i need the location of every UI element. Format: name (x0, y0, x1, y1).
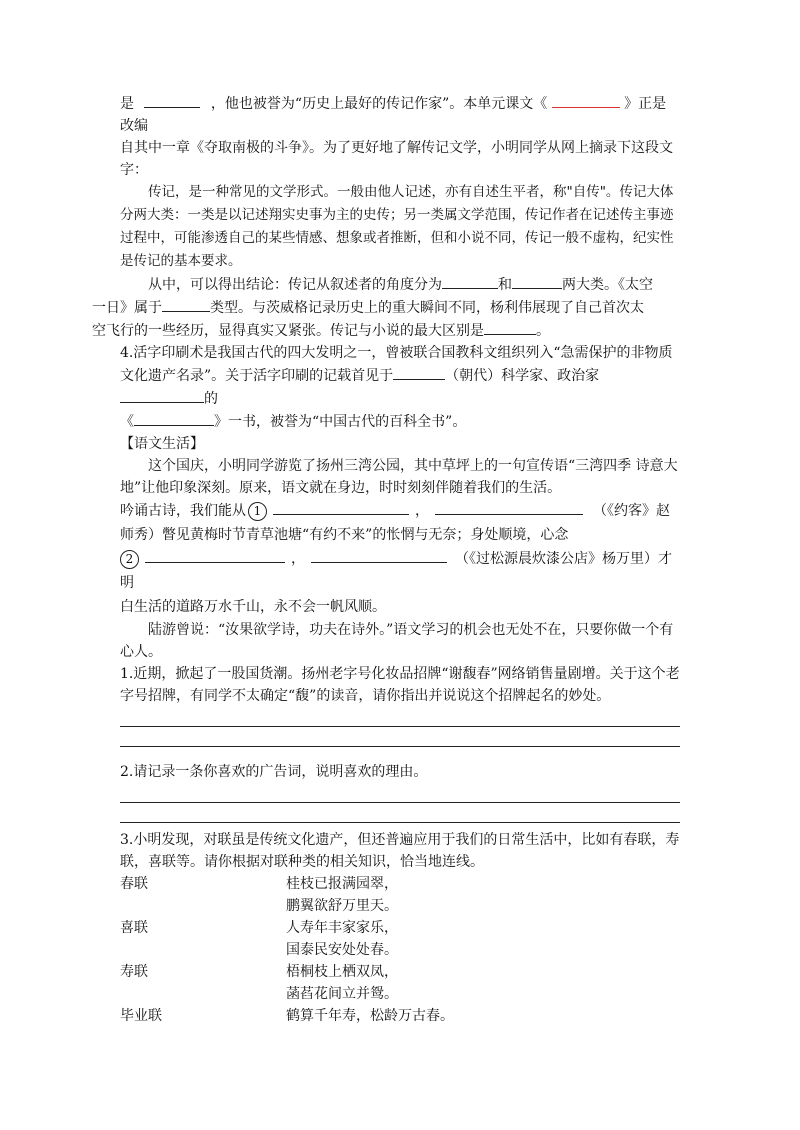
conclusion-text: 和 (498, 277, 512, 293)
couplet-row (120, 1005, 680, 1027)
question-4 (120, 342, 680, 433)
q4-text: （朝代）科学家、政治家 (445, 368, 600, 384)
poem-fill-paragraph (120, 499, 680, 619)
q4-text: 《 (120, 414, 134, 430)
q4-text: 4.活字印刷术是我国古代的四大发明之一，曾被联合国教科文组织列入“急需保护的非物质 (120, 345, 673, 361)
scientist-blank[interactable] (120, 387, 204, 403)
intro-text: ，他也被誉为“历史上最好的传记作家”。本单元课文《 (210, 96, 548, 112)
couplet-line[interactable]: 鹏翼欲舒万里天。 (286, 898, 398, 914)
number-one-circle: 1 (248, 502, 267, 521)
poem-text: 白生活的道路万水千山，永不会一帆风顺。 (120, 599, 386, 615)
life-paragraph-1: 这个国庆，小明同学游览了扬州三湾公园，其中草坪上的一句宣传语“三湾四季 诗意大地”让他印象深刻。原来，语文就在身边，时时刻刻伴随着我们的生活。 (120, 458, 678, 496)
section-title: 【语文生活】 (120, 436, 204, 452)
couplet-matching-list (120, 873, 680, 1027)
q4-text: 的 (204, 391, 218, 407)
biography-quote: 传记，是一种常见的文学形式。一般由他人记述，亦有自述生平者，称"自传"。传记大体分两大类：一类是以记述翔实史事为主的史传；另一类属文学范围，传记作者在记述传主事迹过程中，可能渗透自己的某些情感、想象或者推断，但和小说不同，传记一般不虚构，纪实性是传记的基本要求。 (120, 184, 674, 269)
conclusion-text: 。 (536, 323, 550, 339)
couplet-row (120, 939, 680, 961)
difference-blank[interactable] (484, 319, 536, 335)
couplet-row (120, 917, 680, 939)
couplet-line[interactable]: 国泰民安处处春。 (286, 942, 398, 958)
couplet-type[interactable]: 春联 (120, 876, 148, 892)
dynasty-blank[interactable] (393, 364, 445, 380)
question-3: 3.小明发现，对联虽是传统文化遗产，但还普遍应用于我们的日常生活中，比如有春联，寿联，喜联等。请你根据对联种类的相关知识，恰当地连线。 (120, 832, 680, 870)
number-two-circle: 2 (120, 550, 139, 569)
poem-text: ， (415, 503, 429, 519)
couplet-line[interactable]: 梧桐枝上栖双凤， (286, 964, 398, 980)
couplet-line[interactable]: 桂枝已报满园翠， (286, 876, 398, 892)
poem-blank-1a[interactable] (273, 499, 409, 515)
conclusion-text: 两大类。《太空 (562, 277, 653, 293)
poem-text: ， (291, 551, 305, 567)
question-2: 2.请记录一条你喜欢的广告词，说明喜欢的理由。 (120, 764, 428, 780)
poem-text: （《约客》赵 (593, 503, 670, 519)
conclusion-text: 类型。与茨威格记录历史上的重大瞬间不同，杨利伟展现了自己首次太 (210, 300, 644, 316)
conclusion-text: 空飞行的一些经历，显得真实又紧张。传记与小说的最大区别是 (92, 323, 484, 339)
intro-line-3: 字： (120, 162, 148, 178)
lesson-title-blank[interactable] (552, 92, 620, 108)
couplet-type[interactable]: 喜联 (120, 920, 148, 936)
author-blank[interactable] (144, 92, 200, 108)
poem-text: （《过松源晨炊漆公店》杨万里）才明 (120, 551, 672, 591)
couplet-line[interactable]: 鹤算千年寿，松龄万古春。 (286, 1008, 454, 1024)
poem-blank-2a[interactable] (145, 547, 285, 563)
type-blank-1[interactable] (442, 273, 498, 289)
q4-text: 文化遗产名录”。关于活字印刷的记载首见于 (120, 368, 394, 384)
conclusion-text: 一日》属于 (92, 300, 162, 316)
couplet-type (120, 939, 286, 961)
couplet-type (120, 983, 286, 1005)
answer-line[interactable] (120, 803, 680, 823)
poem-blank-1b[interactable] (435, 499, 583, 515)
couplet-type[interactable]: 毕业联 (120, 1008, 162, 1024)
couplet-type[interactable]: 寿联 (120, 964, 148, 980)
couplet-row (120, 983, 680, 1005)
life-paragraph-3: 陆游曾说：“汝果欲学诗，功夫在诗外。”语文学习的机会也无处不在，只要你做一个有心人。 (120, 622, 674, 660)
couplet-row (120, 895, 680, 917)
intro-line-1 (120, 92, 680, 137)
poem-text: 吟诵古诗，我们能从 (120, 503, 246, 519)
question-1: 1.近期，掀起了一股国货潮。扬州老字号化妆品招牌“谢馥春”网络销售量剧增。关于这个老字号招牌，有同学不太确定“馥”的读音，请你指出并说说这个招牌起名的妙处。 (120, 666, 680, 704)
poem-blank-2b[interactable] (311, 547, 447, 563)
poem-text: 师秀）瞥见黄梅时节青草池塘“有约不来”的怅惘与无奈；身处顺境，心念 (120, 527, 569, 543)
intro-line-2: 自其中一章《夺取南极的斗争》。为了更好地了解传记文学，小明同学从网上摘录下这段文 (120, 140, 673, 156)
type-blank-3[interactable] (162, 296, 210, 312)
answer-line[interactable] (120, 727, 680, 747)
answer-line[interactable] (120, 783, 680, 803)
couplet-row (120, 873, 680, 895)
couplet-row (120, 961, 680, 983)
worksheet-page (92, 92, 680, 1027)
couplet-line[interactable]: 菡萏花间立并鸳。 (286, 986, 398, 1002)
type-blank-2[interactable] (512, 273, 562, 289)
couplet-type (120, 895, 286, 917)
conclusion-text: 从中，可以得出结论：传记从叙述者的角度分为 (148, 277, 442, 293)
answer-line[interactable] (120, 707, 680, 727)
q4-text: 》一书，被誉为“中国古代的百科全书”。 (214, 414, 467, 430)
conclusion-paragraph (92, 273, 680, 342)
intro-text: 》正是改编 (120, 96, 667, 134)
book-title-blank[interactable] (134, 410, 214, 426)
intro-text: 是 (120, 96, 134, 112)
couplet-line[interactable]: 人寿年丰家家乐， (286, 920, 398, 936)
